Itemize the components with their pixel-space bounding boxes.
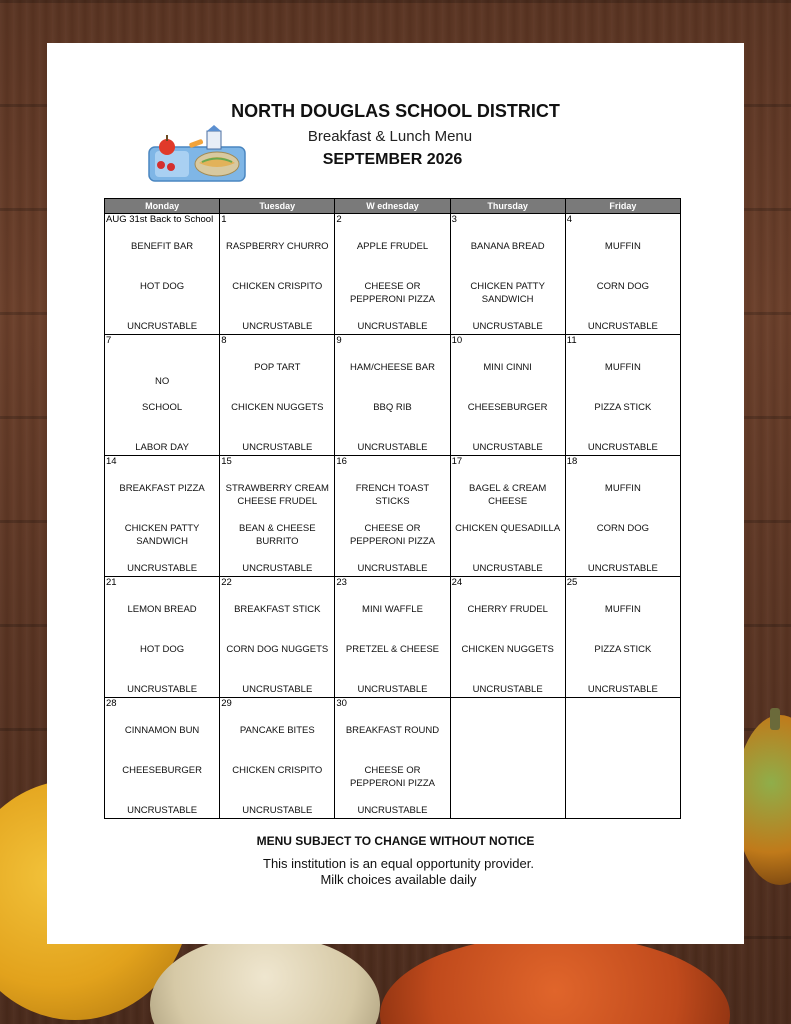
daily-extra-item: UNCRUSTABLE — [357, 442, 428, 453]
lunch-tray-icon — [147, 125, 247, 183]
lunch-item: BBQ RIB — [373, 402, 412, 413]
background-pumpkin-orange — [380, 935, 730, 1024]
day-number: 29 — [221, 698, 232, 709]
lunch-item: CHEESE OR PEPPERONI PIZZA — [349, 281, 435, 305]
day-number: 28 — [106, 698, 117, 709]
daily-extra-item: UNCRUSTABLE — [587, 684, 658, 695]
breakfast-item: HAM/CHEESE BAR — [349, 362, 435, 373]
day-number: 4 — [566, 214, 573, 225]
breakfast-item: FRENCH TOAST STICKS — [355, 483, 430, 507]
day-cell — [450, 456, 565, 577]
day-number: 1 — [221, 214, 227, 225]
day-cell — [450, 577, 565, 698]
daily-extra-item: UNCRUSTABLE — [472, 321, 543, 332]
weekday-header-monday: Monday — [105, 199, 220, 214]
lunch-item: CHICKEN QUESADILLA — [455, 523, 561, 534]
daily-extra-item: UNCRUSTABLE — [242, 805, 313, 816]
day-cell — [450, 335, 565, 456]
lunch-item: CHICKEN CRISPITO — [232, 765, 323, 776]
week-row — [105, 456, 681, 577]
menu-page — [47, 43, 744, 944]
holiday-note: NO — [154, 376, 170, 387]
holiday-name: LABOR DAY — [135, 442, 189, 453]
lunch-item: CHEESE OR PEPPERONI PIZZA — [349, 523, 435, 547]
day-cell — [335, 456, 450, 577]
breakfast-item: BENEFIT BAR — [131, 241, 194, 252]
day-number: 3 — [451, 214, 457, 225]
breakfast-item: STRAWBERRY CREAM CHEESE FRUDEL — [225, 483, 329, 507]
page-subtitle: Breakfast & Lunch Menu — [307, 128, 473, 145]
day-number: 21 — [106, 577, 117, 588]
day-cell — [220, 698, 335, 819]
equal-opportunity-statement: This institution is an equal opportunity provider. — [263, 856, 534, 871]
day-cell — [105, 214, 220, 335]
weekday-header-wednesday: W ednesday — [335, 199, 450, 214]
lunch-item: CHICKEN CRISPITO — [232, 281, 323, 292]
page-title: NORTH DOUGLAS SCHOOL DISTRICT — [231, 101, 560, 121]
breakfast-item: BREAKFAST PIZZA — [119, 483, 205, 494]
breakfast-item: APPLE FRUDEL — [356, 241, 429, 252]
day-cell — [105, 577, 220, 698]
daily-extra-item: UNCRUSTABLE — [242, 321, 313, 332]
holiday-note: SCHOOL — [142, 402, 183, 413]
background-squash-cream — [150, 935, 380, 1024]
weekday-header-thursday: Thursday — [450, 199, 565, 214]
breakfast-item: MUFFIN — [604, 604, 641, 615]
breakfast-item: MINI WAFFLE — [362, 604, 423, 615]
lunch-item: CORN DOG NUGGETS — [226, 644, 329, 655]
day-cell — [335, 335, 450, 456]
breakfast-item: BANANA BREAD — [470, 241, 545, 252]
daily-extra-item: UNCRUSTABLE — [587, 321, 658, 332]
day-number: 16 — [336, 456, 347, 467]
change-notice: MENU SUBJECT TO CHANGE WITHOUT NOTICE — [256, 834, 535, 848]
day-cell — [565, 335, 680, 456]
lunch-item: CHEESEBURGER — [122, 765, 202, 776]
lunch-item: BEAN & CHEESE BURRITO — [239, 523, 316, 547]
daily-extra-item: UNCRUSTABLE — [242, 684, 313, 695]
day-cell — [220, 335, 335, 456]
lunch-item: CORN DOG — [596, 281, 649, 292]
day-number: 9 — [336, 335, 342, 346]
breakfast-item: MINI CINNI — [483, 362, 532, 373]
day-cell — [450, 214, 565, 335]
week-row — [105, 335, 681, 456]
breakfast-item: BAGEL & CREAM CHEESE — [469, 483, 547, 507]
lunch-item: CHICKEN NUGGETS — [461, 644, 554, 655]
day-number: 15 — [221, 456, 232, 467]
day-cell-empty — [565, 698, 680, 819]
breakfast-item: RASPBERRY CHURRO — [225, 241, 329, 252]
daily-extra-item: UNCRUSTABLE — [127, 563, 198, 574]
lunch-item: CHICKEN PATTY SANDWICH — [470, 281, 545, 305]
breakfast-item: CHERRY FRUDEL — [467, 604, 548, 615]
day-number: 10 — [451, 335, 463, 346]
day-cell — [565, 214, 680, 335]
milk-note: Milk choices available daily — [320, 872, 477, 887]
lunch-item: CHICKEN NUGGETS — [231, 402, 324, 413]
breakfast-item: PANCAKE BITES — [239, 725, 315, 736]
lunch-item: PRETZEL & CHEESE — [345, 644, 440, 655]
day-cell — [335, 214, 450, 335]
menu-calendar — [104, 198, 681, 819]
daily-extra-item: UNCRUSTABLE — [242, 442, 313, 453]
breakfast-item: MUFFIN — [604, 362, 641, 373]
day-cell — [220, 577, 335, 698]
lunch-item: CHICKEN PATTY SANDWICH — [124, 523, 200, 547]
daily-extra-item: UNCRUSTABLE — [127, 805, 198, 816]
day-number: 18 — [566, 456, 578, 467]
day-number: 23 — [336, 577, 347, 588]
day-number: AUG 31st Back to School — [106, 214, 214, 225]
lunch-item: CHEESEBURGER — [467, 402, 548, 413]
week-row — [105, 698, 681, 819]
breakfast-item: BREAKFAST ROUND — [345, 725, 440, 736]
day-number: 2 — [336, 214, 342, 225]
daily-extra-item: UNCRUSTABLE — [357, 805, 428, 816]
background-gourd-stem — [770, 708, 780, 730]
breakfast-item: BREAKFAST STICK — [234, 604, 321, 615]
week-row — [105, 577, 681, 698]
daily-extra-item: UNCRUSTABLE — [242, 563, 313, 574]
day-cell — [565, 577, 680, 698]
day-cell — [220, 214, 335, 335]
daily-extra-item: UNCRUSTABLE — [472, 563, 543, 574]
day-number: 30 — [336, 698, 347, 709]
daily-extra-item: UNCRUSTABLE — [472, 684, 543, 695]
lunch-item: PIZZA STICK — [594, 644, 652, 655]
day-number: 14 — [106, 456, 117, 467]
breakfast-item: MUFFIN — [604, 241, 641, 252]
day-number: 7 — [106, 335, 112, 346]
menu-month: SEPTEMBER 2026 — [322, 151, 463, 168]
day-cell — [565, 456, 680, 577]
daily-extra-item: UNCRUSTABLE — [357, 563, 428, 574]
day-number: 24 — [451, 577, 463, 588]
daily-extra-item: UNCRUSTABLE — [127, 684, 198, 695]
day-number: 11 — [566, 335, 577, 346]
breakfast-item: POP TART — [254, 362, 301, 373]
lunch-item: CHEESE OR PEPPERONI PIZZA — [349, 765, 435, 789]
week-row — [105, 214, 681, 335]
daily-extra-item: UNCRUSTABLE — [472, 442, 543, 453]
daily-extra-item: UNCRUSTABLE — [127, 321, 198, 332]
lunch-item: CORN DOG — [596, 523, 649, 534]
weekday-header-tuesday: Tuesday — [220, 199, 335, 214]
day-cell-empty — [450, 698, 565, 819]
daily-extra-item: UNCRUSTABLE — [357, 321, 428, 332]
day-cell — [220, 456, 335, 577]
day-cell — [335, 698, 450, 819]
day-number: 17 — [451, 456, 463, 467]
day-cell — [335, 577, 450, 698]
day-cell — [105, 456, 220, 577]
daily-extra-item: UNCRUSTABLE — [587, 442, 658, 453]
breakfast-item: MUFFIN — [604, 483, 641, 494]
daily-extra-item: UNCRUSTABLE — [357, 684, 428, 695]
day-cell — [105, 335, 220, 456]
lunch-item: HOT DOG — [140, 644, 185, 655]
lunch-item: PIZZA STICK — [594, 402, 652, 413]
weekday-header-friday: Friday — [565, 199, 680, 214]
breakfast-item: CINNAMON BUN — [124, 725, 200, 736]
lunch-item: HOT DOG — [140, 281, 185, 292]
breakfast-item: LEMON BREAD — [127, 604, 197, 615]
daily-extra-item: UNCRUSTABLE — [587, 563, 658, 574]
day-number: 8 — [221, 335, 227, 346]
day-number: 25 — [566, 577, 578, 588]
day-number: 22 — [221, 577, 232, 588]
day-cell — [105, 698, 220, 819]
